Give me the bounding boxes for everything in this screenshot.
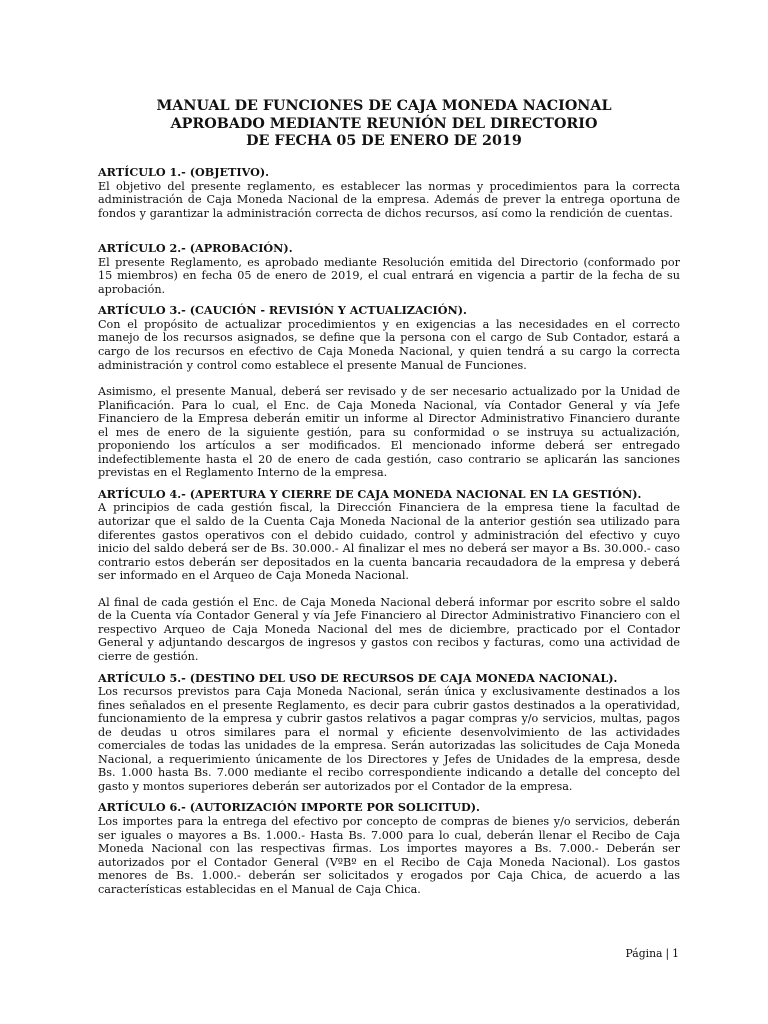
- header-line-2: APROBADO MEDIANTE REUNIÓN DEL DIRECTORIO: [170, 115, 598, 132]
- page-number: 1: [672, 947, 679, 960]
- article-title: ARTÍCULO 6.- (AUTORIZACIÓN IMPORTE POR SOLICITUD).: [98, 800, 480, 815]
- article-paragraph: El presente Reglamento, es aprobado mediante Resolución emitida del Directorio (conformado por 15 miembros) en fecha 05 de enero de 2019, el cual entrará en vigencia a partir de la fecha de su aprobación.: [98, 255, 680, 296]
- article-title: ARTÍCULO 2.- (APROBACIÓN).: [98, 241, 293, 256]
- article-paragraph: El objetivo del presente reglamento, es establecer las normas y procedimientos para la correcta administración de Caja Moneda Nacional de la empresa. Además de prever la entrega oportuna de fondos y garantizar la administración correcta de dichos recursos, así como la rendición de cuentas.: [98, 179, 680, 220]
- page-footer: [626, 947, 680, 960]
- article-title: ARTÍCULO 5.- (DESTINO DEL USO DE RECURSOS DE CAJA MONEDA NACIONAL).: [98, 670, 618, 685]
- article-2: [98, 242, 680, 296]
- article-title: ARTÍCULO 1.- (OBJETIVO).: [98, 165, 270, 179]
- spacer: [98, 220, 680, 242]
- article-paragraph: A principios de cada gestión fiscal, la Dirección Financiera de la empresa tiene la facultad de autorizar que el saldo de la Cuenta Caja Moneda Nacional de la anterior gestión sea utilizado para diferentes gastos operativos con el debido cuidado, control y administración del efectivo y cuyo inicio del saldo deberá ser de Bs. 30.000.- Al finalizar el mes no deberá ser mayor a Bs. 30.000.- caso contrario estos deberán ser depositados en la cuenta bancaria recaudadora de la empresa y deberá ser informado en el Arqueo de Caja Moneda Nacional.: [98, 501, 680, 583]
- article-1: [98, 166, 680, 220]
- page-separator: |: [665, 947, 670, 960]
- article-6: [98, 801, 680, 896]
- article-paragraph: Los recursos previstos para Caja Moneda Nacional, serán única y exclusivamente destinados a los fines señalados en el presente Reglamento, es decir para cubrir gastos destinados a la operatividad, funcionamiento de la empresa y cubrir gastos relativos a pagar compras y/o servicios, multas, pagos de deudas u otros similares para el normal y eficiente desenvolvimiento de las actividades comerciales de todas las unidades de la empresa. Serán autorizadas las solicitudes de Caja Moneda Nacional, a requerimiento únicamente de los Directores y Jefes de Unidades de la empresa, desde Bs. 1.000 hasta Bs. 7.000 mediante el recibo correspondiente indicando a detalle del concepto del gasto y montos superiores deberán ser autorizados por el Contador de la empresa.: [98, 685, 680, 793]
- document-body: [98, 166, 680, 896]
- article-paragraph: Al final de cada gestión el Enc. de Caja Moneda Nacional deberá informar por escrito sobre el saldo de la Cuenta vía Contador General y vía Jefe Financiero al Director Administrativo Financiero con el respectivo Arqueo de Caja Moneda Nacional del mes de diciembre, practicado por el Contador General y adjuntando descargos de ingresos y gastos con recibos y facturas, como una actividad de cierre de gestión.: [98, 595, 680, 663]
- header-line-3: DE FECHA 05 DE ENERO DE 2019: [246, 133, 522, 149]
- article-title: ARTÍCULO 3.- (CAUCIÓN - REVISIÓN Y ACTUALIZACIÓN).: [98, 303, 467, 318]
- article-paragraph: Asimismo, el presente Manual, deberá ser revisado y de ser necesario actualizado por la Unidad de Planificación. Para lo cual, el Enc. de Caja Moneda Nacional, vía Contador General y vía Jefe Financiero de la Empresa deberán emitir un informe al Director Administrativo Financiero durante el mes de enero de la siguiente gestión, para su conformidad o se instruya su actualización, proponiendo los artículos a ser modificados. El mencionado informe deberá ser entregado indefectiblemente hasta el 20 de enero de cada gestión, caso contrario se aplicarán las sanciones previstas en el Reglamento Interno de la empresa.: [98, 385, 680, 480]
- article-paragraph: Con el propósito de actualizar procedimientos y en exigencias a las necesidades en el correcto manejo de los recursos asignados, se define que la persona con el cargo de Sub Contador, estará a cargo de los recursos en efectivo de Caja Moneda Nacional, y quien tendrá a su cargo la correcta administración y control como establece el presente Manual de Funciones.: [98, 317, 680, 372]
- article-3: [98, 304, 680, 480]
- article-4: [98, 488, 680, 664]
- article-paragraph: Los importes para la entrega del efectivo por concepto de compras de bienes y/o servicios, deberán ser iguales o mayores a Bs. 1.000.- Hasta Bs. 7.000 para lo cual, deberán llenar el Recibo de Caja Moneda Nacional con las respectivas firmas. Los importes mayores a Bs. 7.000.- Deberán ser autorizados por el Contador General (VºBº en el Recibo de Caja Moneda Nacional). Los gastos menores de Bs. 1.000.- deberán ser solicitados y erogados por Caja Chica, de acuerdo a las características establecidas en el Manual de Caja Chica.: [98, 814, 680, 896]
- page-label: Página: [625, 947, 663, 960]
- document-header: [0, 98, 768, 151]
- article-title: ARTÍCULO 4.- (APERTURA Y CIERRE DE CAJA MONEDA NACIONAL EN LA GESTIÓN).: [98, 486, 642, 501]
- header-line-1: MANUAL DE FUNCIONES DE CAJA MONEDA NACIONAL: [156, 98, 612, 114]
- article-5: [98, 672, 680, 794]
